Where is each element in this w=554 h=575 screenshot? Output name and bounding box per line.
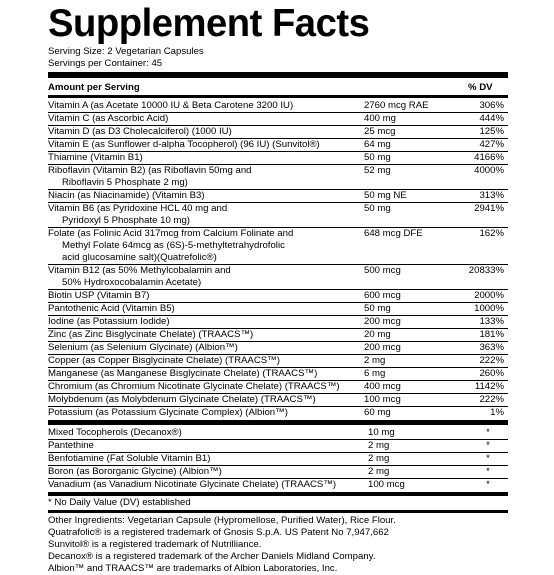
nutrient-name (48, 355, 364, 367)
nutrient-row (48, 478, 508, 491)
nutrient-name-line: Molybdenum (as Molybdenum Glycinate Chelate) (TRAACS™) (48, 394, 316, 405)
nutrient-row (48, 341, 508, 354)
nutrient-name-line: Vitamin B12 (as 50% Methylcobalamin and (48, 265, 231, 276)
nutrient-dv: 313% (479, 190, 504, 201)
nutrient-name-subline: Pyridoxyl 5 Phosphate 10 mg) (62, 215, 190, 226)
thick-divider (48, 72, 508, 78)
panel-title: Supplement Facts (48, 2, 370, 45)
nutrient-name-subline: acid glucosamine salt)(Quatrefolic®) (62, 252, 217, 263)
nutrient-name-line: Benfotiamine (Fat Soluble Vitamin B1) (48, 453, 211, 464)
nutrient-dv: 222% (479, 355, 504, 366)
nutrient-dv: 133% (479, 316, 504, 327)
nutrient-name (48, 265, 364, 289)
other-ingredients-list (48, 427, 508, 491)
nutrient-row (48, 189, 508, 202)
note-divider (48, 492, 508, 496)
nutrient-dv: 1% (490, 407, 504, 418)
header-divider (48, 95, 508, 98)
nutrient-dv: 306% (479, 100, 504, 111)
nutrient-amount: 2 mg (368, 440, 390, 451)
nutrient-name (48, 453, 368, 465)
table-header (48, 81, 508, 94)
nutrient-row (48, 452, 508, 465)
nutrient-name (48, 479, 368, 491)
nutrient-dv: * (486, 440, 490, 451)
nutrient-row (48, 406, 508, 419)
nutrient-name (48, 329, 364, 341)
nutrient-dv: 444% (479, 113, 504, 124)
section-divider (48, 420, 508, 425)
nutrient-dv: 2941% (474, 203, 504, 214)
nutrient-name-subline: Methyl Folate 64mcg as (6S)-5-methyltetrahydrofolic (62, 240, 285, 251)
nutrient-amount: 20 mg (364, 329, 391, 340)
nutrient-amount: 500 mcg (364, 265, 401, 276)
nutrient-name-line: Mixed Tocopherols (Decanox®) (48, 427, 182, 438)
nutrient-amount: 50 mg (364, 303, 391, 314)
nutrient-name (48, 316, 364, 328)
nutrient-name (48, 427, 368, 439)
footer-line: Sunvitol® is a registered trademark of Nutrilliance. (48, 539, 262, 550)
nutrient-name-subline: 50% Hydroxocobalamin Acetate) (62, 277, 202, 288)
nutrient-name-line: Pantothenic Acid (Vitamin B5) (48, 303, 175, 314)
nutrient-name (48, 368, 364, 380)
nutrient-name-line: Zinc (as Zinc Bisglycinate Chelate) (TRAACS™) (48, 329, 254, 340)
nutrient-name (48, 466, 368, 478)
nutrient-name-line: Vitamin A (as Acetate 10000 IU & Beta Carotene 3200 IU) (48, 100, 294, 111)
dv-header: % DV (468, 82, 493, 93)
nutrient-row (48, 427, 508, 439)
nutrient-row (48, 393, 508, 406)
nutrient-row (48, 367, 508, 380)
nutrient-name-line: Vanadium (as Vanadium Nicotinate Glycinate Chelate) (TRAACS™) (48, 479, 337, 490)
nutrient-amount: 10 mg (368, 427, 395, 438)
nutrient-name-line: Pantethine (48, 440, 94, 451)
nutrient-row (48, 151, 508, 164)
nutrient-name (48, 203, 364, 227)
nutrient-name-line: Boron (as Bororganic Glycine) (Albion™) (48, 466, 222, 477)
nutrient-dv: 363% (479, 342, 504, 353)
serving-size: Serving Size: 2 Vegetarian Capsules (48, 46, 204, 57)
nutrient-dv: * (486, 466, 490, 477)
nutrient-dv: 181% (479, 329, 504, 340)
nutrient-name (48, 228, 364, 264)
nutrient-amount: 64 mg (364, 139, 391, 150)
nutrient-dv: 4000% (474, 165, 504, 176)
nutrient-name-line: Vitamin C (as Ascorbic Acid) (48, 113, 169, 124)
footer-notes (48, 515, 508, 575)
nutrient-row (48, 227, 508, 264)
nutrient-amount: 100 mcg (368, 479, 405, 490)
nutrient-amount: 50 mg (364, 203, 391, 214)
nutrient-name (48, 303, 364, 315)
nutrient-row (48, 202, 508, 227)
no-dv-note: * No Daily Value (DV) established (48, 497, 191, 508)
nutrient-name-line: Niacin (as Niacinamide) (Vitamin B3) (48, 190, 205, 201)
nutrient-amount: 50 mg NE (364, 190, 407, 201)
nutrient-amount: 600 mcg (364, 290, 401, 301)
nutrient-dv: 125% (479, 126, 504, 137)
footer-line: Albion™ and TRAACS™ are trademarks of Albion Laboratories, Inc. (48, 563, 338, 574)
nutrient-amount: 2 mg (368, 453, 390, 464)
nutrient-dv: 4166% (474, 152, 504, 163)
nutrient-row (48, 112, 508, 125)
supplement-facts-panel (48, 4, 508, 575)
nutrient-name-subline: Riboflavin 5 Phosphate 2 mg) (62, 177, 188, 188)
nutrient-row (48, 315, 508, 328)
nutrient-name (48, 407, 364, 419)
nutrient-dv: 427% (479, 139, 504, 150)
nutrient-amount: 200 mcg (364, 342, 401, 353)
nutrient-dv: 222% (479, 394, 504, 405)
nutrient-name (48, 440, 368, 452)
nutrient-row (48, 328, 508, 341)
nutrient-name (48, 290, 364, 302)
nutrient-list (48, 100, 508, 419)
nutrient-amount: 648 mcg DFE (364, 228, 423, 239)
nutrient-amount: 200 mcg (364, 316, 401, 327)
nutrient-name-line: Copper (as Copper Bisglycinate Chelate) (TRAACS™) (48, 355, 280, 366)
nutrient-dv: 1142% (474, 381, 504, 392)
nutrient-name-line: Thiamine (Vitamin B1) (48, 152, 143, 163)
nutrient-row (48, 264, 508, 289)
servings-per-container: Servings per Container: 45 (48, 58, 163, 69)
nutrient-row (48, 289, 508, 302)
nutrient-name (48, 165, 364, 189)
nutrient-name (48, 152, 364, 164)
nutrient-amount: 50 mg (364, 152, 391, 163)
nutrient-row (48, 125, 508, 138)
footer-line: Other Ingredients: Vegetarian Capsule (Hypromellose, Purified Water), Rice Flour. (48, 515, 396, 526)
nutrient-dv: * (486, 453, 490, 464)
nutrient-name (48, 100, 364, 112)
nutrient-name-line: Potassium (as Potassium Glycinate Complex) (Albion™) (48, 407, 288, 418)
nutrient-dv: 20833% (468, 265, 504, 276)
nutrient-name-line: Iodine (as Potassium Iodide) (48, 316, 170, 327)
footer-line: Decanox® is a registered trademark of the Archer Daniels Midland Company. (48, 551, 376, 562)
nutrient-row (48, 465, 508, 478)
nutrient-dv: 2000% (474, 290, 504, 301)
nutrient-row (48, 138, 508, 151)
nutrient-row (48, 100, 508, 112)
nutrient-amount: 400 mcg (364, 381, 401, 392)
nutrient-name (48, 190, 364, 202)
nutrient-dv: 260% (479, 368, 504, 379)
nutrient-dv: 1000% (474, 303, 504, 314)
nutrient-name-line: Biotin USP (Vitamin B7) (48, 290, 150, 301)
nutrient-name-line: Folate (as Folinic Acid 317mcg from Calcium Folinate and (48, 228, 294, 239)
nutrient-name-line: Vitamin B6 (as Pyridoxine HCL 40 mg and (48, 203, 228, 214)
nutrient-name-line: Vitamin D (as D3 Cholecalciferol) (1000 IU) (48, 126, 232, 137)
nutrient-amount: 2 mg (368, 466, 390, 477)
nutrient-amount: 52 mg (364, 165, 391, 176)
nutrient-name-line: Chromium (as Chromium Nicotinate Glycinate Chelate) (TRAACS™) (48, 381, 340, 392)
nutrient-name (48, 394, 364, 406)
nutrient-dv: * (486, 479, 490, 490)
nutrient-row (48, 380, 508, 393)
footer-divider (48, 510, 508, 513)
nutrient-name (48, 139, 364, 151)
nutrient-row (48, 354, 508, 367)
nutrient-name (48, 113, 364, 125)
nutrient-amount: 2760 mcg RAE (364, 100, 429, 111)
nutrient-name (48, 126, 364, 138)
nutrient-row (48, 164, 508, 189)
nutrient-name-line: Riboflavin (Vitamin B2) (as Riboflavin 50mg and (48, 165, 252, 176)
nutrient-dv: 162% (479, 228, 504, 239)
nutrient-dv: * (486, 427, 490, 438)
nutrient-amount: 100 mcg (364, 394, 401, 405)
nutrient-name-line: Selenium (as Selenium Glycinate) (Albion™) (48, 342, 238, 353)
nutrient-name (48, 342, 364, 354)
nutrient-name-line: Vitamin E (as Sunflower d-alpha Tocopherol) (96 IU) (Sunvitol®) (48, 139, 320, 150)
nutrient-amount: 60 mg (364, 407, 391, 418)
nutrient-name-line: Manganese (as Manganese Bisglycinate Chelate) (TRAACS™) (48, 368, 318, 379)
nutrient-row (48, 439, 508, 452)
nutrient-amount: 2 mg (364, 355, 386, 366)
nutrient-amount: 400 mg (364, 113, 396, 124)
nutrient-amount: 25 mcg (364, 126, 396, 137)
footer-line: Quatrafolic® is a registered trademark of Gnosis S.p.A. US Patent No 7,947,662 (48, 527, 389, 538)
amount-per-serving-header: Amount per Serving (48, 82, 140, 93)
nutrient-amount: 6 mg (364, 368, 386, 379)
nutrient-name (48, 381, 364, 393)
nutrient-row (48, 302, 508, 315)
